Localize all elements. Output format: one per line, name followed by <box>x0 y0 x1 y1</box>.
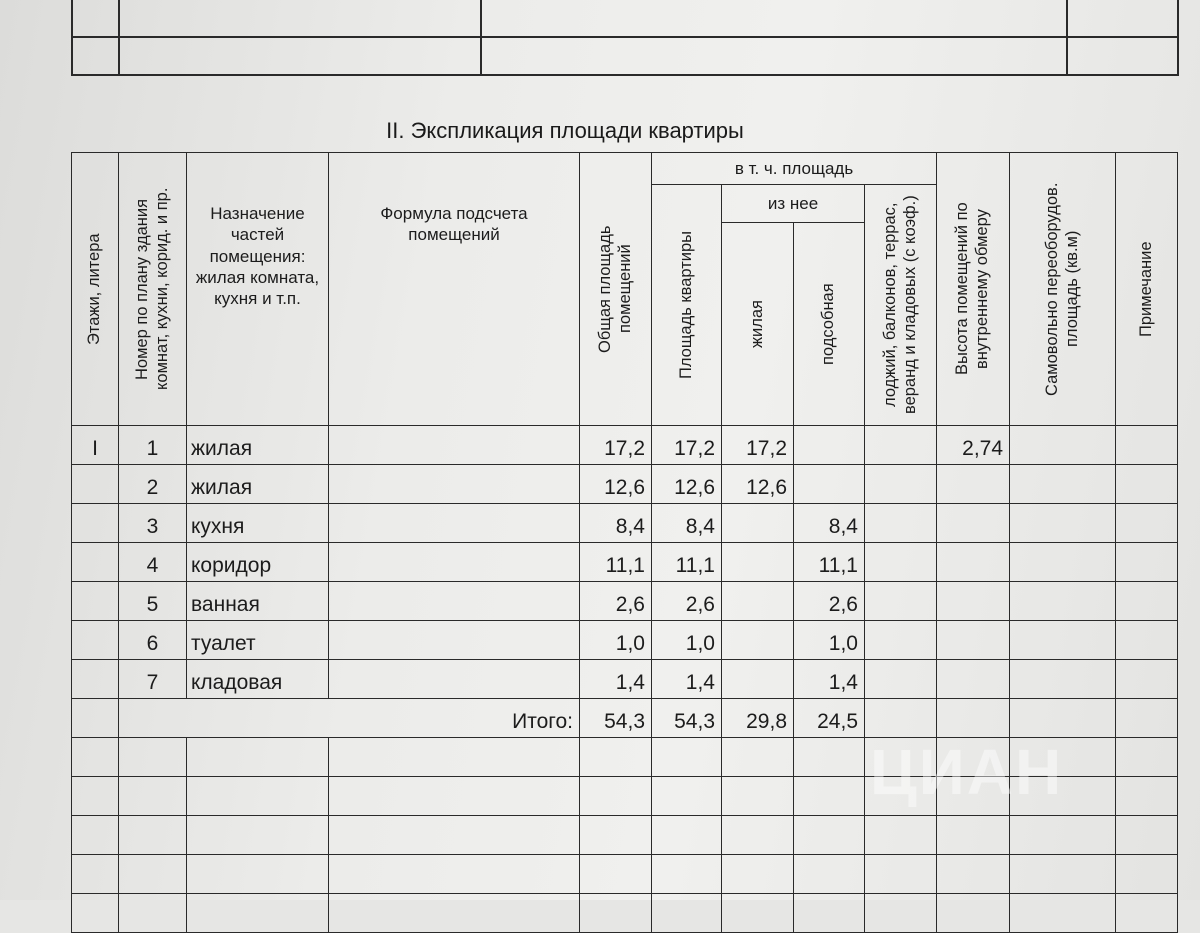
empty-cell <box>72 738 119 777</box>
cell-apartment-area: 1,4 <box>652 660 722 699</box>
cell-auxiliary: 11,1 <box>794 543 865 582</box>
cell-floor <box>72 543 119 582</box>
empty-cell <box>72 855 119 894</box>
header-total-area: Общая площадь помещений <box>580 153 652 426</box>
empty-cell <box>72 777 119 816</box>
empty-cell <box>865 738 937 777</box>
cell-auxiliary <box>794 465 865 504</box>
cell-loggias <box>865 426 937 465</box>
empty-cell <box>329 816 580 855</box>
cell-height <box>937 621 1010 660</box>
cell-height <box>937 465 1010 504</box>
cell-note <box>1116 504 1178 543</box>
cell-apartment-area: 2,6 <box>652 582 722 621</box>
cell-purpose: кухня <box>187 504 329 543</box>
empty-cell <box>580 894 652 933</box>
empty-cell <box>187 894 329 933</box>
empty-cell <box>580 855 652 894</box>
cell-room-number: 3 <box>119 504 187 543</box>
cell-room-number: 1 <box>119 426 187 465</box>
empty-row <box>72 777 1178 816</box>
cell-living <box>722 621 794 660</box>
empty-cell <box>937 894 1010 933</box>
cell-loggias <box>865 543 937 582</box>
cell-note <box>1116 660 1178 699</box>
empty-cell <box>652 738 722 777</box>
empty-row <box>72 738 1178 777</box>
header-auxiliary: подсобная <box>794 223 865 426</box>
empty-cell <box>72 894 119 933</box>
empty-cell <box>119 894 187 933</box>
cell-total-area: 17,2 <box>580 426 652 465</box>
empty-cell <box>865 855 937 894</box>
cell-floor <box>72 660 119 699</box>
table-row <box>72 504 1178 543</box>
cell-auxiliary <box>794 426 865 465</box>
cell-note <box>1116 543 1178 582</box>
empty-cell <box>187 777 329 816</box>
table-row <box>72 37 1178 75</box>
cell-note <box>1116 465 1178 504</box>
cell-purpose: туалет <box>187 621 329 660</box>
empty-cell <box>329 855 580 894</box>
table-row <box>72 543 1178 582</box>
empty-cell <box>794 894 865 933</box>
empty-cell <box>119 738 187 777</box>
empty-cell <box>794 816 865 855</box>
cell-loggias <box>865 582 937 621</box>
empty-cell <box>722 738 794 777</box>
cell-living <box>722 543 794 582</box>
cell-floor: I <box>72 426 119 465</box>
cell-note <box>1116 426 1178 465</box>
cell-total-area: 8,4 <box>580 504 652 543</box>
cell-height <box>937 543 1010 582</box>
empty-row <box>72 894 1178 933</box>
header-apartment-area: Площадь квартиры <box>652 185 722 426</box>
cell-living: 17,2 <box>722 426 794 465</box>
empty-cell <box>119 816 187 855</box>
cell-purpose: кладовая <box>187 660 329 699</box>
cell-total-area: 2,6 <box>580 582 652 621</box>
empty-cell <box>652 894 722 933</box>
cell-apartment-area: 12,6 <box>652 465 722 504</box>
empty-cell <box>1010 699 1116 738</box>
header-unauthorized: Самовольно переоборудов. площадь (кв.м) <box>1010 153 1116 426</box>
table-row <box>72 621 1178 660</box>
cell-floor <box>72 465 119 504</box>
cell-note <box>1116 621 1178 660</box>
cell-floor <box>72 582 119 621</box>
cell-room-number: 4 <box>119 543 187 582</box>
header-incl-area: в т. ч. площадь <box>652 153 937 185</box>
empty-cell <box>187 738 329 777</box>
empty-cell <box>722 894 794 933</box>
empty-cell <box>722 777 794 816</box>
table-row <box>72 660 1178 699</box>
cell-formula <box>329 660 580 699</box>
cell-room-number: 6 <box>119 621 187 660</box>
cell-note <box>1116 582 1178 621</box>
empty-cell <box>580 816 652 855</box>
header-note: Примечание <box>1116 153 1178 426</box>
empty-cell <box>865 699 937 738</box>
empty-cell <box>1010 894 1116 933</box>
cell-purpose: жилая <box>187 426 329 465</box>
cell-auxiliary: 8,4 <box>794 504 865 543</box>
empty-cell <box>329 894 580 933</box>
header-of-it: из нее <box>722 185 865 223</box>
cell-unauthorized <box>1010 582 1116 621</box>
empty-cell <box>937 777 1010 816</box>
watermark: ЦИАН <box>870 736 1064 808</box>
table-row <box>72 582 1178 621</box>
totals-label: Итого: <box>119 699 580 738</box>
header-room-number: Номер по плану здания комнат, кухни, корид. и пр. <box>119 153 187 426</box>
table-row <box>72 426 1178 465</box>
cell-loggias <box>865 660 937 699</box>
empty-cell <box>1116 777 1178 816</box>
empty-cell <box>794 855 865 894</box>
cell-apartment-area: 11,1 <box>652 543 722 582</box>
cell-purpose: ванная <box>187 582 329 621</box>
cell-height <box>937 660 1010 699</box>
empty-cell <box>1116 894 1178 933</box>
empty-cell <box>187 855 329 894</box>
empty-cell <box>329 777 580 816</box>
cell-living <box>722 582 794 621</box>
header-height: Высота помещений по внутреннему обмеру <box>937 153 1010 426</box>
cell-floor <box>72 699 119 738</box>
cell-apartment-area: 1,0 <box>652 621 722 660</box>
empty-cell <box>722 816 794 855</box>
section-title: II. Экспликация площади квартиры <box>386 118 744 143</box>
cell-unauthorized <box>1010 660 1116 699</box>
empty-cell <box>865 816 937 855</box>
empty-cell <box>187 816 329 855</box>
cell-total-area: 1,4 <box>580 660 652 699</box>
header-formula: Формула подсчета помещений <box>329 153 580 426</box>
cell-formula <box>329 426 580 465</box>
empty-cell <box>580 738 652 777</box>
empty-cell <box>119 855 187 894</box>
cell-formula <box>329 582 580 621</box>
empty-cell <box>1116 699 1178 738</box>
empty-cell <box>652 777 722 816</box>
total-area-sum: 54,3 <box>580 699 652 738</box>
table-row <box>72 465 1178 504</box>
cell-purpose: коридор <box>187 543 329 582</box>
cell-floor <box>72 621 119 660</box>
cell-formula <box>329 465 580 504</box>
empty-cell <box>937 855 1010 894</box>
table-row <box>72 0 1178 37</box>
empty-cell <box>722 855 794 894</box>
cell-height <box>937 582 1010 621</box>
cell-loggias <box>865 465 937 504</box>
cell-total-area: 1,0 <box>580 621 652 660</box>
empty-cell <box>865 777 937 816</box>
cell-unauthorized <box>1010 426 1116 465</box>
header-loggias: лоджий, балконов, террас, веранд и кладовых (с коэф.) <box>865 185 937 426</box>
apartment-area-sum: 54,3 <box>652 699 722 738</box>
cell-auxiliary: 2,6 <box>794 582 865 621</box>
cell-formula <box>329 504 580 543</box>
cell-room-number: 5 <box>119 582 187 621</box>
cell-loggias <box>865 621 937 660</box>
empty-cell <box>1116 816 1178 855</box>
empty-cell <box>1010 816 1116 855</box>
totals-row <box>72 699 1178 738</box>
cell-unauthorized <box>1010 465 1116 504</box>
cell-formula <box>329 621 580 660</box>
header-living: жилая <box>722 223 794 426</box>
empty-cell <box>1010 855 1116 894</box>
empty-cell <box>580 777 652 816</box>
cell-purpose: жилая <box>187 465 329 504</box>
empty-cell <box>652 816 722 855</box>
cell-auxiliary: 1,0 <box>794 621 865 660</box>
cell-total-area: 12,6 <box>580 465 652 504</box>
empty-cell <box>937 699 1010 738</box>
cell-auxiliary: 1,4 <box>794 660 865 699</box>
empty-cell <box>1010 777 1116 816</box>
empty-cell <box>119 777 187 816</box>
apartment-area-table <box>71 152 1178 933</box>
cell-formula <box>329 543 580 582</box>
cell-floor <box>72 504 119 543</box>
cell-loggias <box>865 504 937 543</box>
empty-cell <box>72 816 119 855</box>
empty-cell <box>937 738 1010 777</box>
cell-total-area: 11,1 <box>580 543 652 582</box>
cell-unauthorized <box>1010 504 1116 543</box>
previous-section-table <box>71 0 1179 76</box>
empty-cell <box>937 816 1010 855</box>
cell-living <box>722 504 794 543</box>
cell-room-number: 2 <box>119 465 187 504</box>
cell-living <box>722 660 794 699</box>
empty-cell <box>1010 738 1116 777</box>
cell-living: 12,6 <box>722 465 794 504</box>
cell-apartment-area: 17,2 <box>652 426 722 465</box>
cell-height <box>937 504 1010 543</box>
living-area-sum: 29,8 <box>722 699 794 738</box>
empty-row <box>72 816 1178 855</box>
empty-cell <box>1116 738 1178 777</box>
empty-row <box>72 855 1178 894</box>
auxiliary-area-sum: 24,5 <box>794 699 865 738</box>
cell-apartment-area: 8,4 <box>652 504 722 543</box>
empty-cell <box>865 894 937 933</box>
empty-cell <box>329 738 580 777</box>
header-floor: Этажи, литера <box>72 153 119 426</box>
cell-room-number: 7 <box>119 660 187 699</box>
empty-cell <box>1116 855 1178 894</box>
empty-cell <box>794 777 865 816</box>
empty-cell <box>794 738 865 777</box>
header-purpose: Назначение частей помещения: жилая комната, кухня и т.п. <box>187 153 329 426</box>
cell-unauthorized <box>1010 621 1116 660</box>
cell-height: 2,74 <box>937 426 1010 465</box>
cell-unauthorized <box>1010 543 1116 582</box>
empty-cell <box>652 855 722 894</box>
